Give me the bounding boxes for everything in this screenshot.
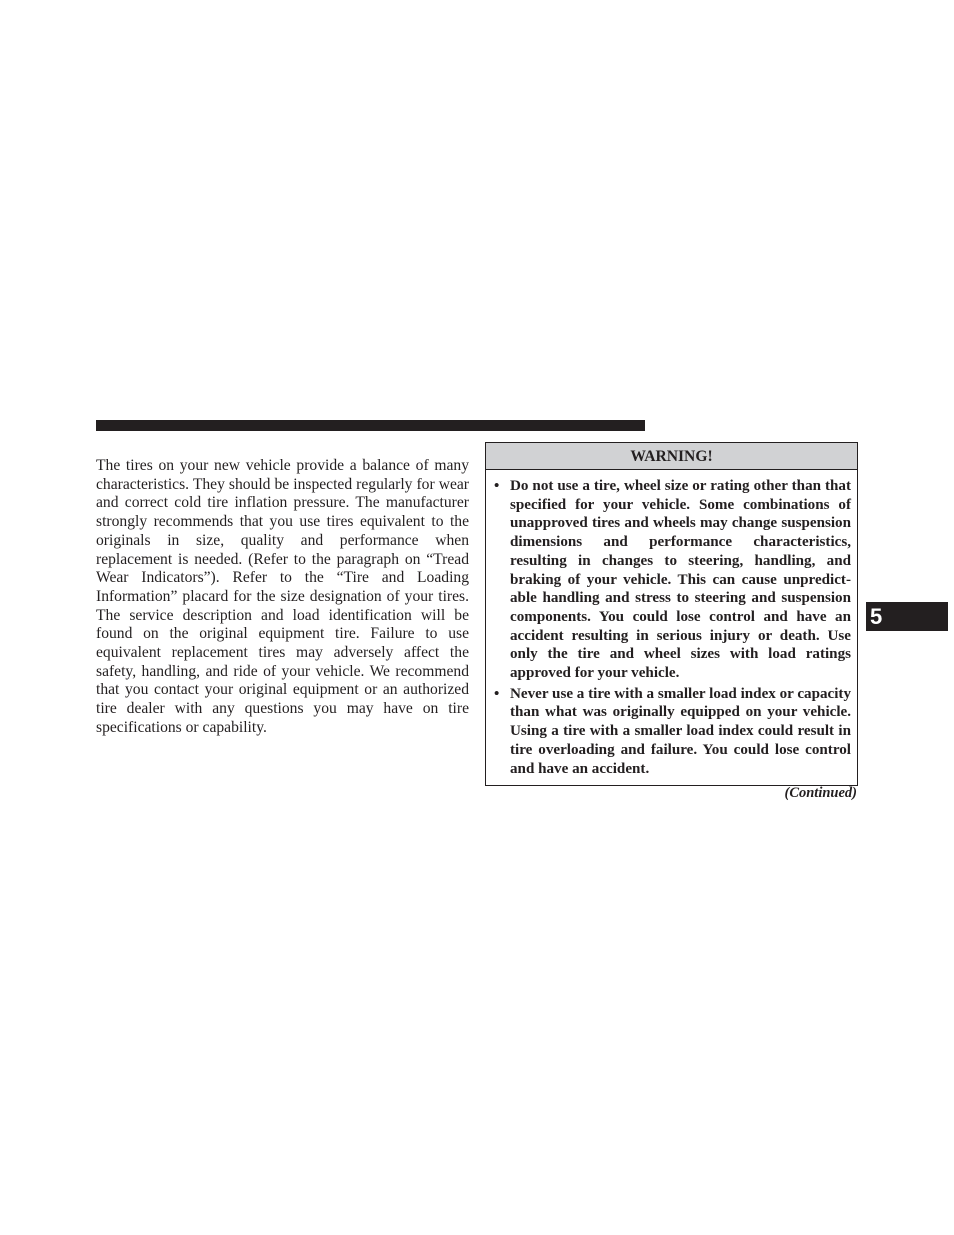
bullet-icon: • [494,685,500,702]
warning-item [494,685,851,779]
section-divider-bar [96,420,645,431]
chapter-number: 5 [870,604,883,629]
warning-title: WARNING! [486,443,857,470]
warning-list [486,470,857,778]
warning-item-text: Never use a tire with a smaller load index or capacity than what was originally equipped on your vehicle. Using a tire with a smaller load index could result in tire overloading and failure. You could lose control and have an accident. [510,685,851,777]
warning-item-text: Do not use a tire, wheel size or rating other than that specified for your vehicle. Some combinations of unapproved tires and wheels may change suspension dimensions and performance characteristics, resulting in changes to steering, handling, and braking of your vehicle. This can cause unpredictable handling and stress to steering and suspension components. You could lose control and have an accident resulting in serious injury or death. Use only the tire and wheel sizes with load ratings approved for your vehicle. [510,478,851,682]
chapter-tab [866,602,948,631]
bullet-icon: • [494,478,500,494]
warning-item [494,477,851,683]
warning-box [485,442,858,786]
body-paragraph: The tires on your new vehicle provide a balance of many characteristics. They should be inspected regularly for wear and correct cold tire inflation pressure. The manufacturer strongly recommends that you use tires equivalent to the originals in size, quality and performance when replacement is needed. (Refer to the paragraph on “Tread Wear Indicators”). Refer to the “Tire and Loading Information” placard for the size designation of your tires. The service description and load identification will be found on the original equipment tire. Failure to use equivalent replacement tires may adversely affect the safety, handling, and ride of your vehicle. We recommend that you contact your original equipment or an authorized tire dealer with any questions you may have on tire specifications or capability. [96,457,469,736]
continued-label: (Continued) [784,785,857,801]
